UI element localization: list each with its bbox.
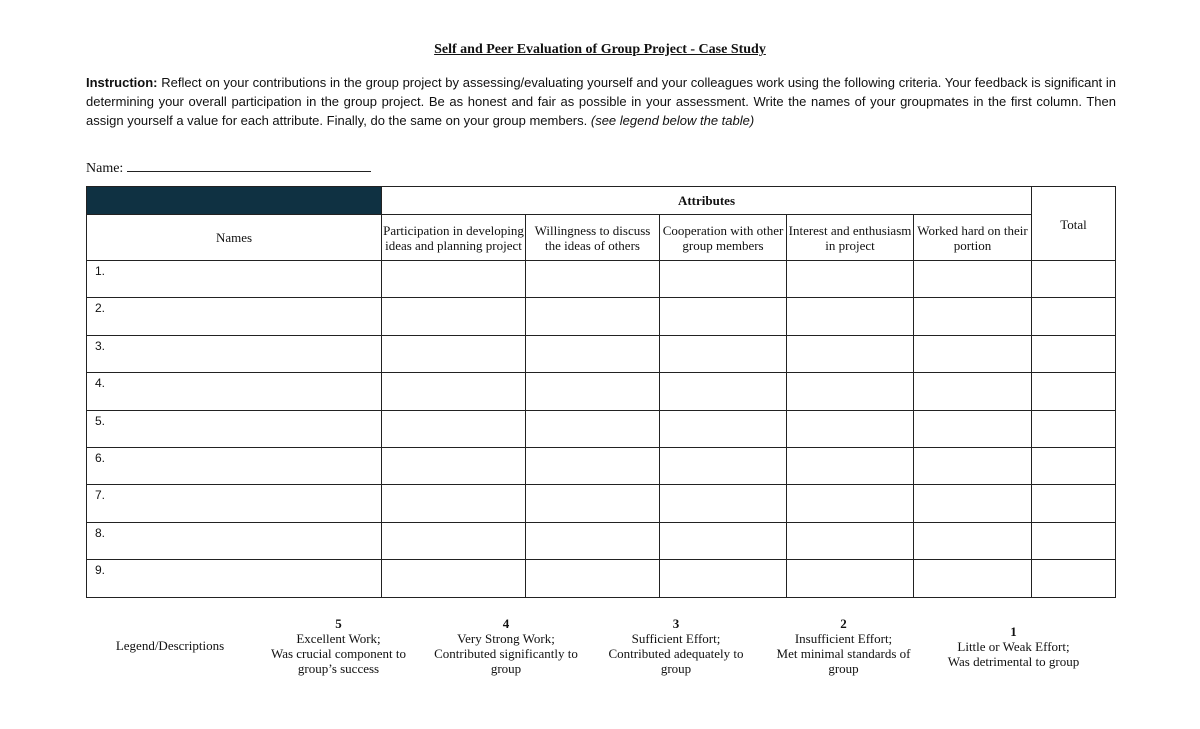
total-cell[interactable]	[1032, 261, 1116, 298]
attribute-header-5: Worked hard on their portion	[914, 215, 1032, 261]
score-cell[interactable]	[660, 485, 787, 522]
score-cell[interactable]	[787, 410, 914, 447]
attribute-header-3: Cooperation with other group members	[660, 215, 787, 261]
total-cell[interactable]	[1032, 335, 1116, 372]
name-label: Name:	[86, 161, 124, 176]
score-cell[interactable]	[787, 298, 914, 335]
score-cell[interactable]	[382, 298, 526, 335]
legend-score: 3	[672, 616, 680, 631]
score-cell[interactable]	[526, 522, 660, 559]
instruction-note: (see legend below the table)	[590, 113, 755, 128]
table-row	[87, 560, 1116, 597]
row-name-cell[interactable]: 6.	[87, 447, 382, 484]
score-cell[interactable]	[660, 261, 787, 298]
score-cell[interactable]	[787, 335, 914, 372]
score-cell[interactable]	[526, 335, 660, 372]
score-cell[interactable]	[660, 410, 787, 447]
score-cell[interactable]	[526, 373, 660, 410]
score-cell[interactable]	[787, 261, 914, 298]
score-cell[interactable]	[526, 298, 660, 335]
legend-description: Contributed adequately to group	[608, 646, 744, 676]
score-cell[interactable]	[526, 261, 660, 298]
row-name-cell[interactable]: 8.	[87, 522, 382, 559]
score-cell[interactable]	[382, 335, 526, 372]
legend-score: 4	[502, 616, 510, 631]
legend-title: Very Strong Work;	[457, 631, 555, 646]
table-body	[87, 261, 1116, 598]
table-row	[87, 410, 1116, 447]
names-header: Names	[87, 215, 382, 261]
name-blank-line[interactable]	[127, 159, 371, 172]
legend-label: Legend/Descriptions	[115, 638, 225, 653]
instruction-label: Instruction:	[86, 75, 158, 90]
table-row	[87, 522, 1116, 559]
attributes-header: Attributes	[382, 187, 1032, 215]
legend	[86, 616, 1116, 686]
legend-item-5	[256, 616, 421, 676]
name-field	[86, 159, 371, 177]
score-cell[interactable]	[382, 485, 526, 522]
total-cell[interactable]	[1032, 447, 1116, 484]
table-row	[87, 298, 1116, 335]
total-cell[interactable]	[1032, 373, 1116, 410]
row-name-cell[interactable]: 5.	[87, 410, 382, 447]
legend-title: Little or Weak Effort;	[957, 639, 1070, 654]
legend-description: Was crucial component to group’s success	[270, 646, 407, 676]
row-name-cell[interactable]: 7.	[87, 485, 382, 522]
total-cell[interactable]	[1032, 410, 1116, 447]
score-cell[interactable]	[914, 560, 1032, 597]
score-cell[interactable]	[787, 447, 914, 484]
attribute-header-1: Participation in developing ideas and planning project	[382, 215, 526, 261]
legend-score: 2	[840, 616, 847, 631]
legend-item-1	[931, 624, 1096, 669]
evaluation-table	[86, 186, 1116, 598]
score-cell[interactable]	[787, 522, 914, 559]
score-cell[interactable]	[914, 410, 1032, 447]
header-dark-cell	[87, 187, 382, 215]
legend-title: Insufficient Effort;	[794, 631, 893, 646]
legend-score: 1	[1010, 624, 1017, 639]
score-cell[interactable]	[526, 560, 660, 597]
total-cell[interactable]	[1032, 522, 1116, 559]
table-row	[87, 485, 1116, 522]
legend-item-2	[766, 616, 921, 676]
legend-title: Sufficient Effort;	[631, 631, 721, 646]
attribute-header-2: Willingness to discuss the ideas of others	[526, 215, 660, 261]
row-name-cell[interactable]: 1.	[87, 261, 382, 298]
table-row	[87, 335, 1116, 372]
score-cell[interactable]	[382, 261, 526, 298]
score-cell[interactable]	[914, 485, 1032, 522]
score-cell[interactable]	[660, 447, 787, 484]
score-cell[interactable]	[660, 335, 787, 372]
row-name-cell[interactable]: 3.	[87, 335, 382, 372]
legend-description: Contributed significantly to group	[434, 646, 578, 676]
legend-item-3	[596, 616, 756, 676]
instruction-paragraph	[86, 73, 1116, 130]
score-cell[interactable]	[660, 373, 787, 410]
score-cell[interactable]	[660, 298, 787, 335]
page-title: Self and Peer Evaluation of Group Project - Case Study	[434, 42, 766, 57]
score-cell[interactable]	[382, 560, 526, 597]
score-cell[interactable]	[660, 522, 787, 559]
score-cell[interactable]	[382, 447, 526, 484]
score-cell[interactable]	[787, 485, 914, 522]
legend-title: Excellent Work;	[296, 631, 381, 646]
row-name-cell[interactable]: 9.	[87, 560, 382, 597]
score-cell[interactable]	[914, 447, 1032, 484]
row-name-cell[interactable]: 2.	[87, 298, 382, 335]
score-cell[interactable]	[526, 410, 660, 447]
score-cell[interactable]	[914, 522, 1032, 559]
table-row	[87, 261, 1116, 298]
attribute-header-4: Interest and enthusiasm in project	[787, 215, 914, 261]
score-cell[interactable]	[526, 485, 660, 522]
score-cell[interactable]	[382, 410, 526, 447]
total-cell[interactable]	[1032, 298, 1116, 335]
table-row	[87, 447, 1116, 484]
score-cell[interactable]	[787, 373, 914, 410]
total-cell[interactable]	[1032, 485, 1116, 522]
legend-score: 5	[335, 616, 342, 631]
score-cell[interactable]	[382, 522, 526, 559]
score-cell[interactable]	[914, 261, 1032, 298]
legend-item-4	[426, 616, 586, 676]
legend-description: Met minimal standards of group	[776, 646, 911, 676]
score-cell[interactable]	[787, 560, 914, 597]
instruction-text: Reflect on your contributions in the group project by assessing/evaluating yourself and your colleagues work using the following criteria. Your feedback is significant in determining your overall participation in the group project. Be as honest and fair as possible in your assessment. Write the names of your groupmates in the first column. Then assign yourself a value for each attribute. Finally, do the same on your group members.	[86, 75, 1116, 128]
legend-description: Was detrimental to group	[947, 654, 1080, 669]
score-cell[interactable]	[914, 373, 1032, 410]
table-row	[87, 373, 1116, 410]
score-cell[interactable]	[382, 373, 526, 410]
score-cell[interactable]	[914, 335, 1032, 372]
total-cell[interactable]	[1032, 560, 1116, 597]
row-name-cell[interactable]: 4.	[87, 373, 382, 410]
total-header: Total	[1032, 187, 1116, 261]
score-cell[interactable]	[914, 298, 1032, 335]
score-cell[interactable]	[526, 447, 660, 484]
score-cell[interactable]	[660, 560, 787, 597]
